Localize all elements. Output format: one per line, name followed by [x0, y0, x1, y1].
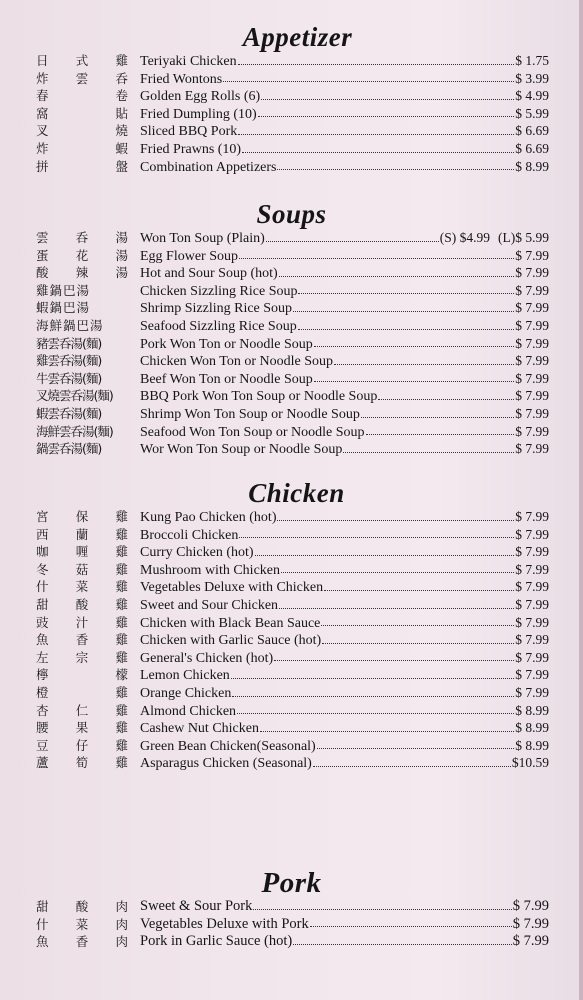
item-name: Chicken with Garlic Sauce (hot) — [140, 633, 322, 649]
dot-leader — [239, 257, 514, 259]
dot-leader — [314, 380, 514, 382]
dot-leader — [260, 730, 514, 732]
item-price: $ 7.99 — [512, 898, 549, 914]
section-appetizer — [0, 22, 583, 175]
item-english-row — [140, 561, 549, 580]
menu-item — [0, 754, 583, 772]
item-chinese-name: 檸 檬 — [36, 667, 128, 683]
item-price: $ 7.99 — [515, 388, 549, 404]
item-small-price: (S) $4.99 — [439, 230, 490, 245]
dot-leader — [313, 765, 511, 767]
section-soups — [0, 199, 583, 458]
item-price: $ 7.99 — [515, 370, 549, 386]
item-name: Teriyaki Chicken — [140, 54, 237, 69]
menu-item — [0, 508, 583, 526]
item-name: Hot and Sour Soup (hot) — [140, 266, 278, 282]
item-price: $ 7.99 — [515, 353, 549, 369]
menu-item — [0, 561, 583, 579]
item-chinese-name: 蛋 花 湯 — [36, 247, 128, 263]
item-price: $ 1.75 — [515, 53, 549, 68]
dot-leader — [298, 328, 515, 330]
item-chinese-name: 冬 菇 雞 — [36, 561, 128, 577]
item-english-row — [140, 526, 549, 545]
menu-item — [0, 352, 583, 370]
dot-leader — [298, 292, 514, 294]
menu-item — [0, 737, 583, 755]
item-price: $ 7.99 — [515, 684, 549, 700]
dot-leader — [232, 695, 514, 697]
item-english-row — [140, 649, 549, 668]
menu-item — [0, 898, 583, 916]
item-english-row — [140, 105, 549, 124]
menu-item — [0, 719, 583, 737]
dot-leader — [255, 554, 515, 556]
item-english-row — [140, 229, 549, 248]
item-chinese-name: 窩 貼 — [36, 105, 128, 121]
dot-leader — [281, 571, 514, 573]
menu-item — [0, 299, 583, 317]
item-chinese-name: 日 式 雞 — [36, 53, 128, 68]
item-price: $ 7.99 — [515, 300, 549, 316]
menu-item — [0, 666, 583, 684]
item-name: Combination Appetizers — [140, 159, 277, 175]
menu-item — [0, 52, 583, 70]
dot-leader — [277, 519, 514, 521]
item-price: $ 4.99 — [515, 88, 549, 104]
menu-item — [0, 387, 583, 405]
dot-leader — [322, 642, 514, 644]
item-chinese-name: 什 菜 雞 — [36, 579, 128, 595]
dot-leader — [238, 133, 514, 135]
item-name: Shrimp Won Ton Soup or Noodle Soup — [140, 406, 360, 422]
menu-item — [0, 684, 583, 702]
item-chinese-name: 左 宗 雞 — [36, 649, 128, 665]
item-price: $10.59 — [511, 755, 549, 771]
item-chinese-name: 雞鍋巴湯 — [36, 282, 91, 298]
dot-leader — [261, 98, 514, 100]
item-name: Sweet and Sour Chicken — [140, 597, 279, 613]
item-price: $ 8.99 — [515, 702, 549, 718]
item-name: Mushroom with Chicken — [140, 562, 280, 578]
item-english-row — [140, 719, 549, 738]
item-chinese-name: 鍋雲呑湯(麵) — [36, 441, 102, 457]
item-english-row — [140, 352, 549, 371]
item-name: Beef Won Ton or Noodle Soup — [140, 371, 313, 387]
item-name: General's Chicken (hot) — [140, 650, 274, 666]
item-english-row — [140, 666, 549, 685]
menu-item — [0, 229, 583, 247]
item-price: $ 7.99 — [515, 561, 549, 577]
item-chinese-name: 拼 盤 — [36, 158, 128, 174]
item-english-row — [140, 52, 549, 71]
item-english-row — [140, 70, 549, 89]
item-name: Orange Chicken — [140, 685, 232, 701]
item-name: BBQ Pork Won Ton Soup or Noodle Soup — [140, 389, 378, 405]
dot-leader — [237, 712, 514, 714]
item-english-row — [140, 335, 549, 354]
dot-leader — [334, 363, 514, 365]
item-price: $ 6.69 — [515, 123, 549, 139]
item-list — [0, 229, 583, 458]
item-chinese-name: 雲 呑 湯 — [36, 230, 128, 245]
item-name: Lemon Chicken — [140, 668, 230, 684]
menu-item — [0, 158, 583, 176]
item-name: Cashew Nut Chicken — [140, 721, 259, 737]
item-price: $ 7.99 — [515, 649, 549, 665]
dot-leader — [238, 63, 515, 65]
item-name: Egg Flower Soup — [140, 248, 238, 264]
item-price: $ 3.99 — [515, 70, 549, 86]
item-price: $ 8.99 — [515, 737, 549, 753]
item-english-row — [140, 140, 549, 159]
item-name: Shrimp Sizzling Rice Soup — [140, 301, 293, 317]
item-english-row — [140, 122, 549, 141]
item-price: $ 7.99 — [515, 509, 549, 524]
item-price: $ 7.99 — [515, 317, 549, 333]
item-english-row — [140, 405, 549, 424]
menu-item — [0, 70, 583, 88]
item-chinese-name: 蘆 筍 雞 — [36, 755, 128, 771]
item-chinese-name: 豉 汁 雞 — [36, 614, 128, 630]
item-chinese-name: 蝦鍋巴湯 — [36, 300, 91, 316]
item-chinese-name: 咖 喱 雞 — [36, 544, 128, 560]
item-chinese-name: 海鮮鍋巴湯 — [36, 317, 104, 333]
dot-leader — [242, 151, 514, 153]
item-english-row — [140, 631, 549, 650]
item-english-row — [140, 87, 549, 106]
item-price: $ 7.99 — [515, 579, 549, 595]
item-english-row — [140, 423, 549, 442]
dot-leader — [324, 589, 514, 591]
dot-leader — [366, 433, 515, 435]
item-price: $ 7.99 — [515, 265, 549, 281]
item-chinese-name: 酸 辣 湯 — [36, 265, 128, 281]
item-price: $ 7.99 — [515, 282, 549, 298]
item-name: Seafood Won Ton Soup or Noodle Soup — [140, 424, 365, 440]
menu-item — [0, 87, 583, 105]
item-chinese-name: 豆 仔 雞 — [36, 737, 128, 753]
menu-item — [0, 702, 583, 720]
item-name: Vegetables Deluxe with Pork — [140, 915, 309, 932]
item-chinese-name: 腰 果 雞 — [36, 720, 128, 736]
section-pork — [0, 868, 583, 951]
item-name: Sweet & Sour Pork — [140, 898, 253, 914]
item-price: $ 7.99 — [515, 614, 549, 630]
dot-leader — [317, 747, 515, 749]
item-name: Vegetables Deluxe with Chicken — [140, 580, 324, 596]
item-price: $ 7.99 — [515, 335, 549, 351]
item-name: Pork Won Ton or Noodle Soup — [140, 336, 313, 352]
item-chinese-name: 杏 仁 雞 — [36, 702, 128, 718]
item-name: Chicken Won Ton or Noodle Soup — [140, 354, 333, 370]
menu-item — [0, 317, 583, 335]
item-chinese-name: 魚 香 雞 — [36, 632, 128, 648]
menu-item — [0, 335, 583, 353]
menu-item — [0, 440, 583, 458]
item-name: Curry Chicken (hot) — [140, 545, 254, 561]
item-name: Broccoli Chicken — [140, 527, 239, 543]
menu-item — [0, 596, 583, 614]
dot-leader — [279, 275, 515, 277]
dot-leader — [279, 607, 514, 609]
dot-leader — [314, 345, 514, 347]
item-english-row — [140, 614, 549, 633]
dot-leader — [258, 115, 515, 117]
dot-leader — [361, 416, 514, 418]
section-heading-soups: Soups — [256, 199, 327, 229]
item-name: Kung Pao Chicken (hot) — [140, 510, 277, 525]
dot-leader — [310, 925, 512, 927]
item-chinese-name: 叉燒雲呑湯(麵) — [36, 388, 113, 404]
item-name: Wor Won Ton Soup or Noodle Soup — [140, 442, 343, 458]
item-chinese-name: 海鮮雲呑湯(麵) — [36, 423, 113, 439]
item-chinese-name: 春 卷 — [36, 88, 128, 104]
item-chinese-name: 雞雲呑湯(麵) — [36, 353, 102, 369]
section-heading-chicken: Chicken — [248, 478, 345, 508]
item-chinese-name: 什 菜 肉 — [36, 916, 128, 932]
item-price: (L)$ 5.99 — [498, 230, 549, 245]
item-name: Pork in Garlic Sauce (hot) — [140, 933, 293, 950]
menu-item — [0, 423, 583, 441]
menu-item — [0, 543, 583, 561]
item-price: $ 8.99 — [515, 720, 549, 736]
item-english-row — [140, 370, 549, 389]
dot-leader — [253, 908, 511, 910]
item-english-row — [140, 702, 549, 721]
item-english-row — [140, 754, 549, 773]
item-price: $ 7.99 — [515, 632, 549, 648]
item-price: $ 7.99 — [515, 441, 549, 457]
item-name: Chicken with Black Bean Sauce — [140, 615, 321, 631]
section-heading-appetizer: Appetizer — [242, 22, 353, 52]
item-english-row — [140, 596, 549, 615]
dot-leader — [378, 398, 514, 400]
item-english-row — [140, 247, 549, 266]
menu-item — [0, 122, 583, 140]
item-price: $ 7.99 — [515, 247, 549, 263]
item-english-row — [140, 387, 549, 406]
menu-item — [0, 140, 583, 158]
item-list — [0, 52, 583, 175]
item-name: Won Ton Soup (Plain) — [140, 231, 265, 246]
item-list — [0, 508, 583, 772]
item-name: Chicken Sizzling Rice Soup — [140, 283, 298, 299]
item-chinese-name: 牛雲呑湯(麵) — [36, 370, 102, 386]
item-english-row — [140, 440, 549, 459]
dot-leader — [293, 943, 512, 945]
item-chinese-name: 西 蘭 雞 — [36, 526, 128, 542]
item-price: $ 7.99 — [515, 544, 549, 560]
item-list — [0, 898, 583, 951]
dot-leader — [239, 536, 514, 538]
section-chicken — [0, 478, 583, 772]
section-heading-pork: Pork — [261, 867, 322, 899]
item-name: Fried Dumpling (10) — [140, 106, 257, 122]
menu-item — [0, 649, 583, 667]
item-chinese-name: 豬雲呑湯(麵) — [36, 335, 102, 351]
item-english-row — [140, 264, 549, 283]
item-chinese-name: 炸 雲 呑 — [36, 70, 128, 86]
menu-item — [0, 264, 583, 282]
menu-item — [0, 526, 583, 544]
menu-item — [0, 631, 583, 649]
item-english-row — [140, 508, 549, 527]
menu-item — [0, 370, 583, 388]
item-name: Golden Egg Rolls (6) — [140, 89, 261, 105]
item-english-row — [140, 282, 549, 301]
item-name: Asparagus Chicken (Seasonal) — [140, 756, 312, 772]
item-price: $ 7.99 — [515, 667, 549, 683]
item-price: $ 7.99 — [515, 596, 549, 612]
item-price: $ 7.99 — [515, 405, 549, 421]
dot-leader — [277, 168, 514, 170]
dot-leader — [266, 240, 439, 242]
item-english-row — [140, 684, 549, 703]
item-name: Seafood Sizzling Rice Soup — [140, 318, 297, 334]
item-chinese-name: 橙 雞 — [36, 684, 128, 700]
item-chinese-name: 甜 酸 雞 — [36, 596, 128, 612]
item-english-row — [140, 916, 549, 934]
item-english-row — [140, 933, 549, 951]
item-english-row — [140, 898, 549, 916]
menu-item — [0, 933, 583, 951]
item-english-row — [140, 317, 549, 336]
menu-item — [0, 578, 583, 596]
item-chinese-name: 炸 蝦 — [36, 140, 128, 156]
menu-item — [0, 405, 583, 423]
menu-item — [0, 282, 583, 300]
dot-leader — [223, 80, 514, 82]
item-chinese-name: 宮 保 雞 — [36, 509, 128, 524]
item-english-row — [140, 158, 549, 177]
item-price: $ 7.99 — [515, 526, 549, 542]
dot-leader — [274, 659, 514, 661]
menu-item — [0, 247, 583, 265]
item-price: $ 6.69 — [515, 140, 549, 156]
item-name: Sliced BBQ Pork — [140, 124, 238, 140]
dot-leader — [343, 451, 514, 453]
item-name: Fried Wontons — [140, 71, 223, 87]
item-name: Almond Chicken — [140, 703, 237, 719]
menu-item — [0, 916, 583, 934]
menu-item — [0, 614, 583, 632]
menu-item — [0, 105, 583, 123]
item-english-row — [140, 578, 549, 597]
dot-leader — [231, 677, 514, 679]
item-chinese-name: 魚 香 肉 — [36, 934, 128, 950]
item-chinese-name: 甜 酸 肉 — [36, 899, 128, 914]
dot-leader — [293, 310, 514, 312]
item-chinese-name: 叉 燒 — [36, 123, 128, 139]
item-price: $ 8.99 — [515, 158, 549, 174]
item-price: $ 5.99 — [515, 105, 549, 121]
item-chinese-name: 蝦雲呑湯(麵) — [36, 405, 102, 421]
item-english-row — [140, 737, 549, 756]
item-price: $ 7.99 — [515, 423, 549, 439]
item-price: $ 7.99 — [512, 933, 549, 950]
item-english-row — [140, 299, 549, 318]
item-name: Green Bean Chicken(Seasonal) — [140, 738, 316, 754]
item-name: Fried Prawns (10) — [140, 141, 242, 157]
item-english-row — [140, 543, 549, 562]
item-price: $ 7.99 — [512, 915, 549, 932]
dot-leader — [321, 624, 514, 626]
